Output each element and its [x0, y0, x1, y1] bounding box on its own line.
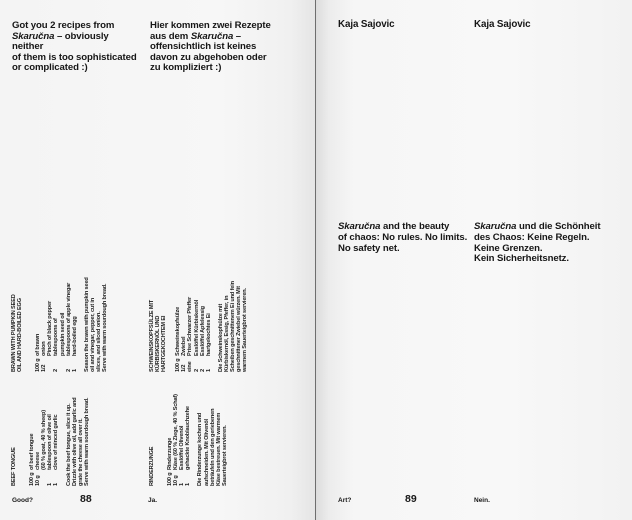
footer-question-left: Good?	[12, 497, 33, 504]
recipe-title: OIL AND HARD-BOILED EGG	[17, 298, 24, 372]
ingredient-row: 1/2 onion	[41, 341, 48, 372]
tagline-en-line-2: of chaos: No rules. No limits.	[338, 231, 468, 243]
tagline-en-line-1: and the beauty	[380, 221, 450, 232]
tagline-en-italic: Skaručna	[338, 221, 381, 232]
recipe-method: Cook the beef tongue, slice it up. Drizzle with olive oil, add garlic and grate the cheese all over it. Serve with warm sourdough bread.	[65, 397, 90, 486]
ingredient-row: 1 clove of minced garlic	[53, 414, 60, 486]
ingredient-row: 100 g of beef tongue	[29, 433, 36, 486]
intro-en-line-3: of them is too sophisticated	[12, 51, 137, 63]
recipe-brawn-english	[11, 252, 108, 372]
intro-german	[150, 21, 280, 74]
page-number-89: 89	[405, 493, 417, 505]
recipe-method: Die Rinderzunge kochen und aufschneiden. Mit Olivenöl beträufeln und den geriebenen Käse bestreuen. Mit warmem Sauerteigbrot servieren.	[197, 408, 228, 486]
ingredient-row: 1 Esslöffel Olivenöl	[179, 425, 186, 486]
intro-en-line-2: – obviously neither	[12, 30, 109, 53]
intro-en-line-1: Got you 2 recipes from	[12, 20, 115, 31]
recipe-method: Season the brawn with pumpkin seed oil and vinegar, pepper, cut in slices, and sliced onion. Serve with warm sourdough bread.	[83, 277, 109, 372]
intro-english	[12, 21, 142, 74]
ingredient-row: 2 Esslöffel Kürbiskernöl	[193, 299, 200, 372]
right-page	[316, 0, 632, 520]
tagline-english	[338, 222, 478, 254]
intro-de-line-3: offensichtlich ist keines	[150, 41, 257, 53]
ingredient-row: 1/2 Zwiebel	[181, 336, 188, 372]
ingredient-row: 1 tablespoon of olive oil	[47, 414, 54, 486]
intro-de-line-4: davon zu abgehoben oder	[150, 51, 267, 63]
recipe-title: RINDERZUNGE	[149, 446, 155, 486]
intro-de-italic: Skaručna	[190, 30, 234, 42]
intro-de-line-1: Hier kommen zwei Rezepte	[150, 20, 271, 31]
tagline-de-line-2: des Chaos: Keine Regeln.	[474, 231, 590, 243]
intro-de-dash: –	[235, 30, 242, 42]
ingredient-row: 10 g cheese	[35, 451, 42, 486]
author-name-german: Kaja Sajovic	[474, 19, 531, 30]
ingredient-row: pumpkin seed oil	[59, 312, 66, 356]
ingredient-row: eine Prise Schwarzer Pfeffer	[187, 296, 194, 372]
ingredient-row: 2 tablespoons of apple vinegar	[65, 282, 72, 372]
ingredient-row: 1 hard-boiled egg	[71, 316, 78, 372]
author-name-english: Kaja Sajovic	[338, 19, 395, 30]
tagline-de-line-3: Keine Grenzen.	[474, 242, 543, 254]
ingredient-row: 2 tablespoons of	[53, 318, 60, 372]
recipe-title: HARTGEKOCHTEM EI	[161, 315, 168, 372]
ingredient-row: Pinch of black pepper	[47, 301, 54, 356]
recipe-beef-tongue-english	[11, 376, 90, 486]
recipe-title: BRAWN WITH PUMPKIN SEED	[11, 294, 17, 372]
intro-de-line-5: zu kompliziert :)	[150, 62, 222, 74]
ingredient-row: (60 % goat, 40 % sheep)	[41, 410, 48, 470]
recipe-beef-tongue-german	[149, 376, 228, 486]
ingredient-row: 10 g Käse (60 % Ziege, 40 % Schaf)	[173, 394, 180, 486]
ingredient-row: 100 g of brawn	[35, 333, 42, 372]
footer-question-right: Art?	[338, 497, 352, 504]
recipe-brawn-german	[149, 252, 248, 372]
ingredient-row: 1 gehackte Knoblauchzehe	[185, 406, 192, 486]
tagline-german	[474, 222, 614, 265]
recipe-title: KÜRBISKERNÖL UND	[155, 315, 162, 372]
ingredient-row: 100 g Schweinskopfsülze	[175, 306, 182, 372]
recipe-method: Die Schweinskopfsülze mit Kürbiskernöl, Essig, Pfeffer, in Scheiben geschnittenem Ei und fein geschnittener Zwiebel würzen. Mit warmem Sauerteigbrot servieren.	[217, 281, 249, 372]
tagline-de-line-1: und die Schönheit	[516, 221, 601, 232]
tagline-de-italic: Skaručna	[474, 221, 517, 232]
ingredient-row: 100 g Rinderzunge	[167, 437, 174, 486]
recipe-title: SCHWEINSKOPFSÜLZE MIT	[149, 299, 155, 372]
ingredient-row: 1 hartgekochtes Ei	[205, 313, 212, 372]
intro-en-line-4: or complicated :)	[12, 62, 88, 74]
tagline-en-line-3: No safety net.	[338, 242, 400, 254]
ingredient-row: 2 Esslöffel Apfelessig	[199, 306, 206, 372]
tagline-de-line-4: Kein Sicherheitsnetz.	[474, 253, 569, 265]
footer-answer-left: Ja.	[148, 497, 158, 504]
footer-answer-right: Nein.	[474, 497, 490, 504]
intro-en-italic: Skaručna	[12, 30, 55, 42]
page-number-88: 88	[80, 493, 92, 505]
recipe-title: BEEF TONGUE	[11, 447, 17, 486]
intro-de-line-2: aus dem	[150, 30, 189, 42]
